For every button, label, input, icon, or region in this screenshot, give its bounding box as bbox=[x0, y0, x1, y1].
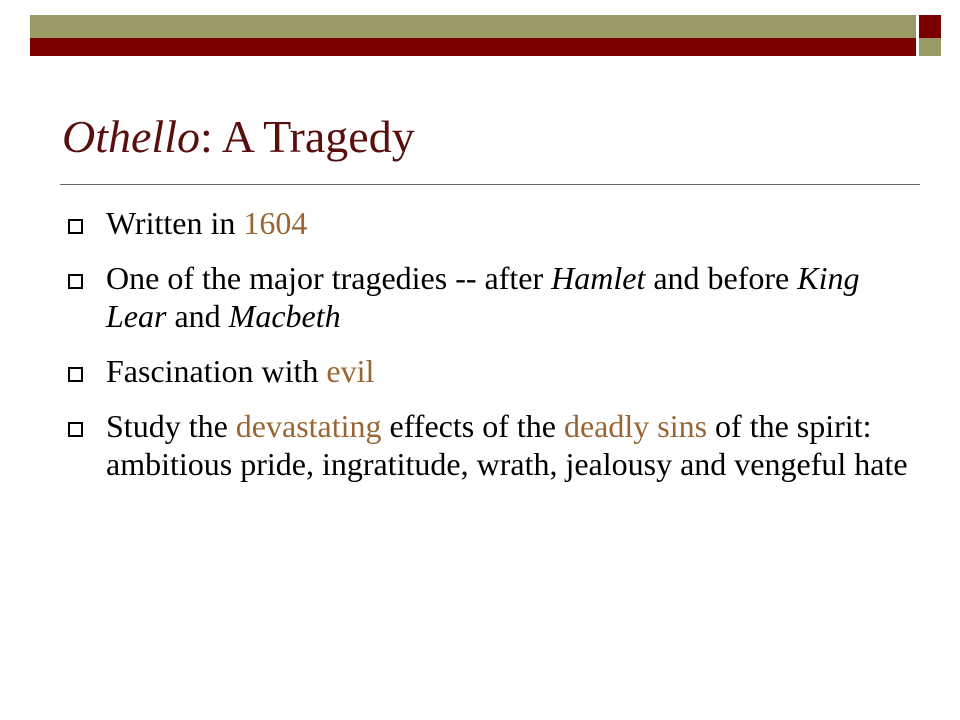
bullet-text: effects of the bbox=[381, 408, 564, 444]
top-bar-olive-band bbox=[30, 15, 916, 38]
bullet-accent-text: deadly sins bbox=[563, 408, 708, 444]
title-divider bbox=[60, 184, 920, 185]
top-decorative-bar bbox=[30, 15, 916, 56]
bullet-accent-text: 1604 bbox=[243, 205, 308, 241]
bullet-item-written bbox=[64, 204, 914, 242]
bullet-list bbox=[64, 204, 914, 500]
hollow-square-icon bbox=[68, 367, 83, 382]
hollow-square-icon bbox=[68, 422, 83, 437]
bullet-text: Fascination with bbox=[106, 353, 327, 389]
bullet-text: of the spirit: ambitious pride, ingratitude, wrath, jealousy and vengeful hate bbox=[106, 408, 908, 482]
bullet-text: One of the major tragedies -- after bbox=[106, 260, 552, 296]
title-rest: : A Tragedy bbox=[199, 111, 415, 162]
bullet-italic-title: King Lear bbox=[106, 260, 860, 334]
title-italic-part: Othello bbox=[62, 111, 200, 162]
bullet-item-major-tragedies bbox=[64, 259, 914, 335]
bullet-text: and before bbox=[645, 260, 798, 296]
bullet-text: Written in bbox=[106, 205, 244, 241]
hollow-square-icon bbox=[68, 219, 83, 234]
bullet-text: and bbox=[166, 298, 229, 334]
bullet-italic-title: Hamlet bbox=[551, 260, 646, 296]
bullet-accent-text: devastating bbox=[235, 408, 382, 444]
bullet-text: Study the bbox=[106, 408, 236, 444]
bullet-item-fascination bbox=[64, 352, 914, 390]
hollow-square-icon bbox=[68, 274, 83, 289]
corner-block-maroon bbox=[919, 15, 941, 38]
bullet-item-study bbox=[64, 407, 914, 483]
bullet-italic-title: Macbeth bbox=[228, 298, 341, 334]
corner-block-olive bbox=[919, 38, 941, 56]
slide-title bbox=[62, 106, 415, 168]
bullet-accent-text: evil bbox=[326, 353, 375, 389]
top-bar-maroon-band bbox=[30, 38, 916, 56]
